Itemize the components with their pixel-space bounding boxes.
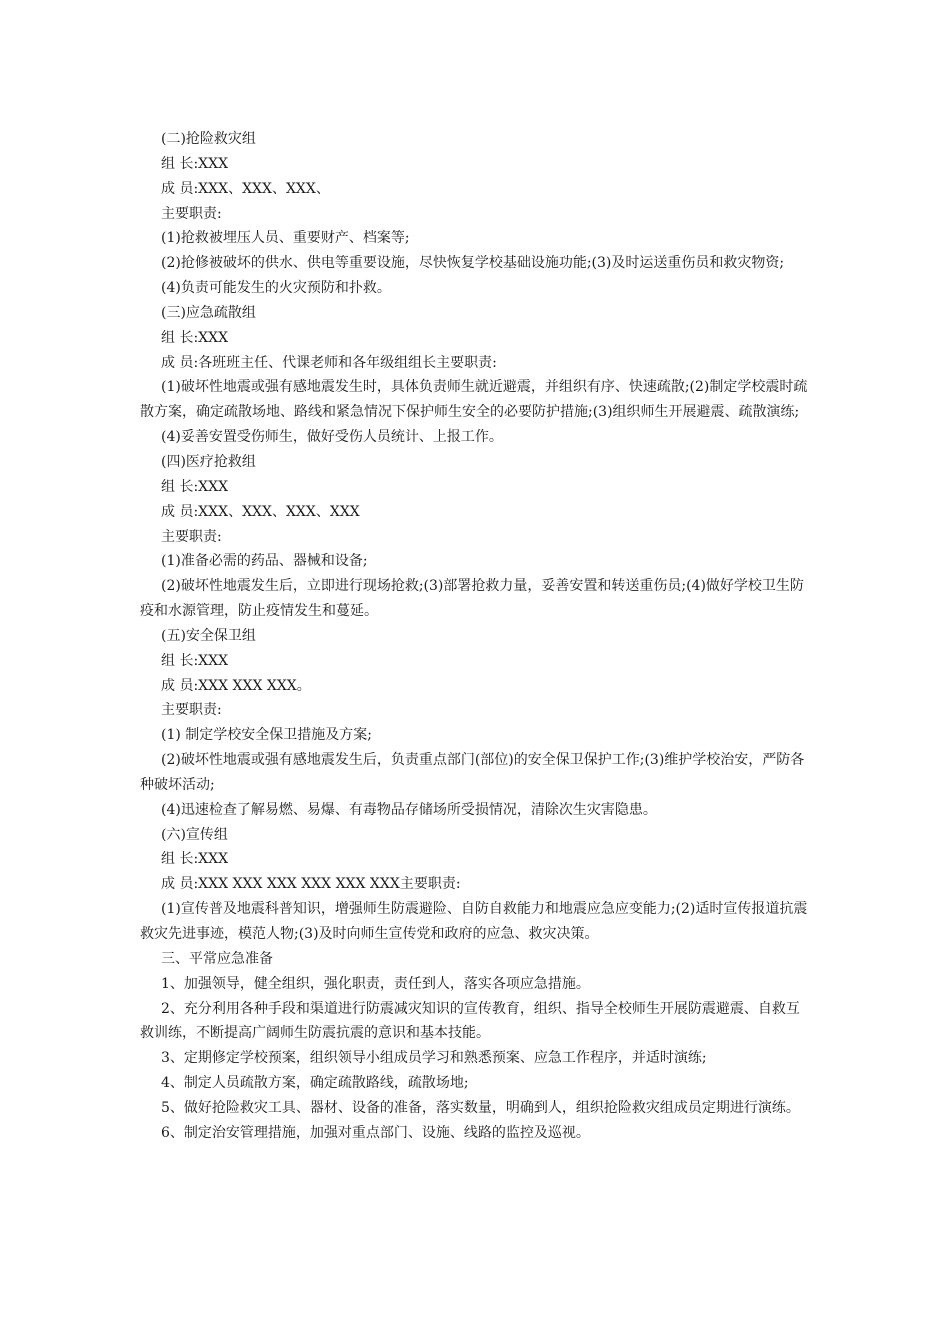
group-leader: 组 长:XXX: [161, 329, 229, 346]
section-heading-evacuation: (三)应急疏散组: [161, 304, 256, 321]
duty-item: (4)负责可能发生的火灾预防和扑救。: [161, 280, 391, 297]
duty-item: (1)宣传普及地震科普知识，增强师生防震避险、自防自救能力和地震应急应变能力;(2)适时宣传报道抗震救灾先进事迹，模范人物;(3)及时向师生宣传党和政府的应急、救灾决策。: [140, 901, 808, 942]
duties-label: 主要职责:: [161, 205, 222, 222]
preparation-item: 3、定期修定学校预案，组织领导小组成员学习和熟悉预案、应急工作程序，并适时演练;: [161, 1050, 707, 1067]
group-leader: 组 长:XXX: [161, 851, 229, 868]
duty-item: (1)抢救被埋压人员、重要财产、档案等;: [161, 230, 410, 247]
preparation-item: 1、加强领导，健全组织，强化职责，责任到人，落实各项应急措施。: [161, 975, 590, 992]
group-leader: 组 长:XXX: [161, 155, 229, 172]
section-heading-security: (五)安全保卫组: [161, 627, 256, 644]
duties-label: 主要职责:: [161, 528, 222, 545]
group-members: 成 员:各班班主任、代课老师和各年级组组长主要职责:: [161, 354, 497, 371]
group-members: 成 员:XXX、XXX、XXX、XXX: [161, 503, 360, 520]
duty-item: (4)迅速检查了解易燃、易爆、有毒物品存储场所受损情况，清除次生灾害隐患。: [161, 801, 657, 818]
duties-label: 主要职责:: [161, 702, 222, 719]
group-members: 成 员:XXX XXX XXX。: [161, 677, 311, 694]
duty-item: (2)抢修被破坏的供水、供电等重要设施，尽快恢复学校基础设施功能;(3)及时运送重伤员和救灾物资;: [161, 255, 785, 272]
section-heading-medical: (四)医疗抢救组: [161, 453, 256, 470]
section-heading-preparation: 三、平常应急准备: [161, 950, 273, 967]
preparation-item: 2、充分利用各种手段和渠道进行防震减灾知识的宣传教育，组织、指导全校师生开展防震避震、自救互救训练，不断提高广阔师生防震抗震的意识和基本技能。: [140, 1000, 800, 1042]
duty-item: (2)破坏性地震或强有感地震发生后，负责重点部门(部位)的安全保卫保护工作;(3)维护学校治安，严防各种破坏活动;: [140, 752, 805, 793]
duty-item: (1) 制定学校安全保卫措施及方案;: [161, 727, 372, 744]
group-leader: 组 长:XXX: [161, 478, 229, 495]
duty-item: (1)准备必需的药品、器械和设备;: [161, 553, 368, 570]
group-leader: 组 长:XXX: [161, 652, 229, 669]
duty-item: (4)妥善安置受伤师生，做好受伤人员统计、上报工作。: [161, 429, 503, 446]
group-members: 成 员:XXX、XXX、XXX、: [161, 180, 330, 197]
group-members: 成 员:XXX XXX XXX XXX XXX XXX主要职责:: [161, 876, 461, 893]
duty-item: (1)破坏性地震或强有感地震发生时，具体负责师生就近避震，并组织有序、快速疏散;(2)制定学校震时疏散方案，确定疏散场地、路线和紧急情况下保护师生安全的必要防护措施;(3)组织师生开展避震、疏散演练;: [140, 379, 808, 421]
preparation-item: 6、制定治安管理措施，加强对重点部门、设施、线路的监控及巡视。: [161, 1124, 590, 1141]
section-heading-rescue: (二)抢险救灾组: [161, 131, 256, 147]
section-heading-publicity: (六)宣传组: [161, 826, 228, 843]
preparation-item: 4、制定人员疏散方案，确定疏散路线，疏散场地;: [161, 1075, 469, 1092]
duty-item: (2)破坏性地震发生后，立即进行现场抢救;(3)部署抢救力量，妥善安置和转送重伤员;(4)做好学校卫生防疫和水源管理，防止疫情发生和蔓延。: [140, 578, 804, 620]
document-body: [140, 127, 812, 1146]
preparation-item: 5、做好抢险救灾工具、器材、设备的准备，落实数量，明确到人，组织抢险救灾组成员定期进行演练。: [161, 1099, 800, 1116]
